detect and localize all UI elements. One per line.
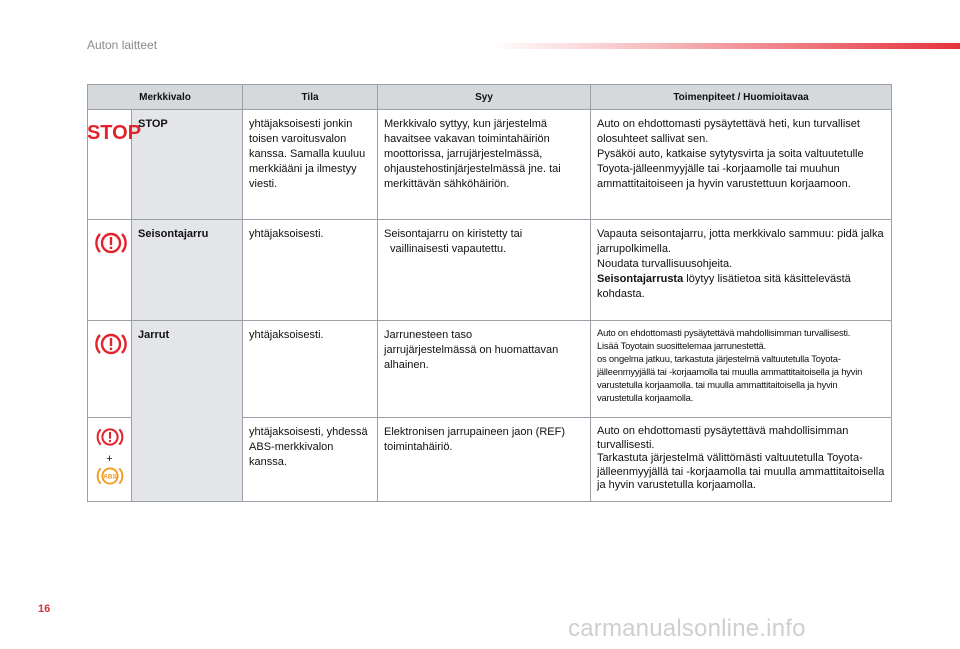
cause-text: Jarrunesteen taso <box>384 329 473 341</box>
cause-text: Elektronisen jarrupaineen jaon (REF) toimintahäiriö. <box>384 426 565 453</box>
column-header-state: Tila <box>243 85 378 110</box>
table-header-row <box>88 85 892 110</box>
indicator-cell <box>88 220 132 321</box>
state-cell: yhtäjaksoisesti. <box>243 321 378 418</box>
abs-icon-text: ABS <box>102 473 117 481</box>
table-row-parking-brake <box>88 220 892 321</box>
action-text: Auto on ehdottomasti pysäytettävä mahdollisimman turvallisesti. <box>597 327 851 338</box>
action-bold-ref: Seisontajarrusta <box>597 273 684 285</box>
warning-lights-table <box>87 84 892 502</box>
state-cell: yhtäjaksoisesti. <box>243 220 378 321</box>
action-cell <box>591 220 892 321</box>
cause-cell <box>378 220 591 321</box>
stop-warning-icon <box>86 122 142 144</box>
indicator-cell <box>86 110 142 220</box>
table-row-brakes <box>88 321 892 418</box>
state-cell: yhtäjaksoisesti jonkin toisen varoitusvalon kanssa. Samalla kuuluu merkkiääni ja ilmestyy viesti. <box>243 110 378 220</box>
action-cell <box>591 418 892 502</box>
cause-text: jarrujärjestelmässä on huomattavan <box>384 344 559 356</box>
indicator-name: STOP <box>132 110 243 220</box>
plus-sign: + <box>106 453 113 465</box>
column-header-cause: Syy <box>378 85 591 110</box>
indicator-cell <box>88 418 132 502</box>
action-text: Auto on ehdottomasti pysäytettävä mahdollisimman turvallisesti. <box>597 425 849 451</box>
column-header-indicator: Merkkivalo <box>88 85 243 110</box>
indicator-cell <box>88 321 132 418</box>
header-accent-bar <box>490 43 960 49</box>
stop-icon-text: STOP <box>86 122 142 144</box>
action-tail: löytyy lisätietoa sitä käsittelevästä kohdasta. <box>597 273 851 300</box>
cause-cell <box>378 418 591 502</box>
column-header-action: Toimenpiteet / Huomioitavaa <box>591 85 892 110</box>
action-text: Vapauta seisontajarru, jotta merkkivalo sammuu: pidä jalka jarrupolkimella. <box>597 228 884 255</box>
cause-text: alhainen. <box>384 359 429 371</box>
brake-warning-icon <box>95 426 125 448</box>
cause-text: vaillinaisesti vapautettu. <box>390 243 507 255</box>
action-text: Noudata turvallisuusohjeita. <box>597 258 733 270</box>
page-number: 16 <box>38 603 51 615</box>
section-title: Auton laitteet <box>87 38 158 52</box>
indicator-name: Seisontajarru <box>132 220 243 321</box>
cause-text: Merkkivalo syttyy, kun järjestelmä havaitsee vakavan toimintahäiriön moottorissa, jarrujärjestelmässä, ohjaustehostinjärjestelmässä jne. tai merkittävän sähköhäiriön. <box>384 118 561 190</box>
action-text: os ongelma jatkuu, tarkastuta järjestelmä valtuutetulla Toyota-jälleenmyyjällä tai -korjaamolla tai muulla ammattitaitoisella ja hyvin varustetulla korjaamolla. tai muulla ammattitaitoisella ja hyvin varustetulla korjaamolla. <box>597 353 863 403</box>
action-cell <box>591 321 892 418</box>
action-text: Auto on ehdottomasti pysäytettävä heti, kun turvalliset olosuhteet sallivat sen. <box>597 118 860 145</box>
action-text: Tarkastuta järjestelmä välittömästi valtuutetulla Toyota-jälleenmyyjällä tai -korjaamolla tai muulla ammattitaitoisella ja hyvin varustetulla korjaamolla. <box>597 452 885 491</box>
cause-cell <box>378 321 591 418</box>
table-row-stop <box>88 110 892 220</box>
cause-text: Seisontajarru on kiristetty tai <box>384 228 523 240</box>
brake-warning-icon <box>94 230 128 256</box>
cause-cell <box>378 110 591 220</box>
indicator-name: Jarrut <box>132 321 243 502</box>
abs-warning-icon <box>95 465 125 487</box>
state-cell: yhtäjaksoisesti, yhdessä ABS-merkkivalon kanssa. <box>243 418 378 502</box>
action-text <box>597 272 885 302</box>
watermark: carmanualsonline.info <box>568 615 806 642</box>
action-cell <box>591 110 892 220</box>
action-text: Lisää Toyotain suosittelemaa jarrunestettä. <box>597 340 766 351</box>
action-text: Pysäköi auto, katkaise sytytysvirta ja soita valtuutetulle Toyota-jälleenmyyjälle tai -korjaamolle tai muuhun ammattitaitoiseen ja hyvin varustettuun korjaamoon. <box>597 148 864 190</box>
brake-warning-icon <box>94 331 128 357</box>
